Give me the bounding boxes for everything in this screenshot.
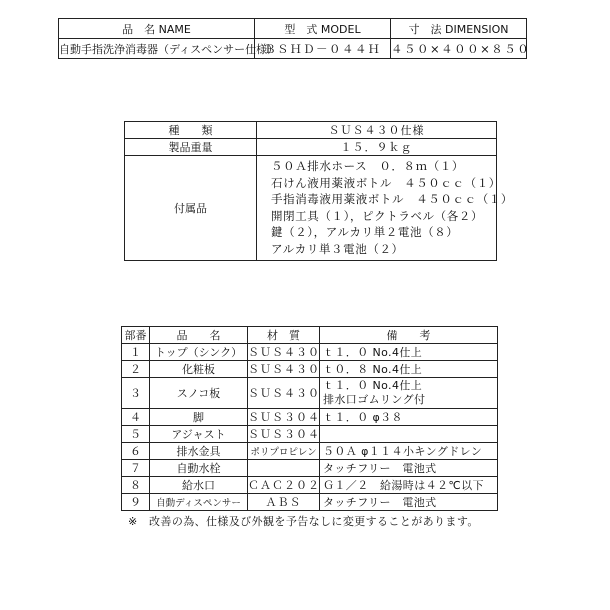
part-name: トップ（シンク） — [150, 344, 248, 361]
table-row — [122, 361, 498, 378]
accessory-item: アルカリ単３電池（２） — [271, 241, 404, 256]
accessory-item: 開閉工具（１），ピクトラベル（各２） — [271, 208, 484, 223]
accessory-item: 手指消毒液用薬液ボトル ４５０ｃｃ（１） — [271, 192, 513, 207]
part-note: タッチフリー 電池式 — [320, 460, 498, 477]
part-no: ８ — [122, 477, 150, 494]
accessories-label: 付属品 — [125, 156, 257, 261]
product-spec-row — [59, 39, 527, 59]
weight-value: １５．９ｋｇ — [257, 139, 497, 156]
part-name: 排水金具 — [150, 443, 248, 460]
disclaimer-note: ※ 改善の為、仕様及び外観を予告なしに変更することがあります。 — [128, 515, 479, 528]
header-name: 品 名 NAME — [59, 19, 255, 39]
parts-header-note: 備 考 — [320, 327, 498, 344]
part-name: 給水口 — [150, 477, 248, 494]
parts-header-material: 材 質 — [248, 327, 320, 344]
part-material — [248, 460, 320, 477]
table-row — [122, 409, 498, 426]
part-material: ＳＵＳ４３０ — [248, 361, 320, 378]
table-row — [122, 443, 498, 460]
accessory-item: 石けん液用薬液ボトル ４５０ｃｃ（１） — [271, 175, 501, 190]
product-dimension: ４５０×４００×８５０ — [391, 39, 527, 59]
table-row — [122, 344, 498, 361]
accessories-list — [257, 156, 513, 261]
part-no: ２ — [122, 361, 150, 378]
part-name: 化粧板 — [150, 361, 248, 378]
part-name: 脚 — [150, 409, 248, 426]
part-material: ＳＵＳ３０４ — [248, 409, 320, 426]
parts-header-row — [122, 327, 498, 344]
part-name: 自動ディスペンサー — [150, 494, 248, 511]
table-row — [122, 378, 498, 409]
product-spec-header-row — [59, 19, 527, 39]
table-row — [122, 477, 498, 494]
product-spec-table — [58, 18, 531, 59]
spec-detail-table — [124, 121, 513, 261]
header-model: 型 式 MODEL — [255, 19, 391, 39]
part-note: タッチフリー 電池式 — [320, 494, 498, 511]
parts-table — [121, 326, 498, 511]
part-material: ＳＵＳ３０４ — [248, 426, 320, 443]
part-no: ７ — [122, 460, 150, 477]
part-note: ｔ０．８ No.4仕上 — [320, 361, 498, 378]
part-name: スノコ板 — [150, 378, 248, 409]
part-note: Ｇ１／２ 給湯時は４２℃以下 — [320, 477, 498, 494]
part-material: ポリプロピレン — [248, 443, 320, 460]
table-row — [122, 460, 498, 477]
weight-label: 製品重量 — [125, 139, 257, 156]
part-note-line: 排水口ゴムリング付 — [323, 393, 426, 406]
part-no: １ — [122, 344, 150, 361]
type-value: ＳＵＳ４３０仕様 — [257, 122, 497, 139]
part-no: ５ — [122, 426, 150, 443]
product-model: ＢＳＨＤ－０４４Ｈ — [255, 39, 391, 59]
part-no: ３ — [122, 378, 150, 409]
part-material: ＣＡＣ２０２ — [248, 477, 320, 494]
header-dimension: 寸 法 DIMENSION — [391, 19, 527, 39]
accessory-item: ５０Ａ排水ホース ０．８ｍ（１） — [271, 159, 465, 173]
part-no: ４ — [122, 409, 150, 426]
part-no: ６ — [122, 443, 150, 460]
table-row — [122, 494, 498, 511]
part-note: ｔ１．０ No.4仕上 — [320, 344, 498, 361]
part-note — [320, 378, 498, 409]
part-note — [320, 426, 498, 443]
part-material: ＳＵＳ４３０ — [248, 378, 320, 409]
part-material: ＡＢＳ — [248, 494, 320, 511]
accessory-item: 鍵（２），アルカリ単２電池（８） — [271, 225, 459, 240]
parts-header-no: 部番 — [122, 327, 150, 344]
part-name: 自動水栓 — [150, 460, 248, 477]
part-note: ５０Ａ φ１１４小キングドレン — [320, 443, 498, 460]
part-name: アジャスト — [150, 426, 248, 443]
part-no: ９ — [122, 494, 150, 511]
part-note-line: ｔ１．０ No.4仕上 — [323, 379, 423, 392]
table-row — [122, 426, 498, 443]
type-label: 種 類 — [125, 122, 257, 139]
product-name: 自動手指洗浄消毒器（ディスペンサー仕様） — [59, 39, 255, 59]
type-row — [125, 122, 497, 139]
parts-header-name: 品 名 — [150, 327, 248, 344]
part-note: ｔ１．０ φ３８ — [320, 409, 498, 426]
part-material: ＳＵＳ４３０ — [248, 344, 320, 361]
weight-row — [125, 139, 497, 156]
accessories-row — [125, 156, 497, 261]
